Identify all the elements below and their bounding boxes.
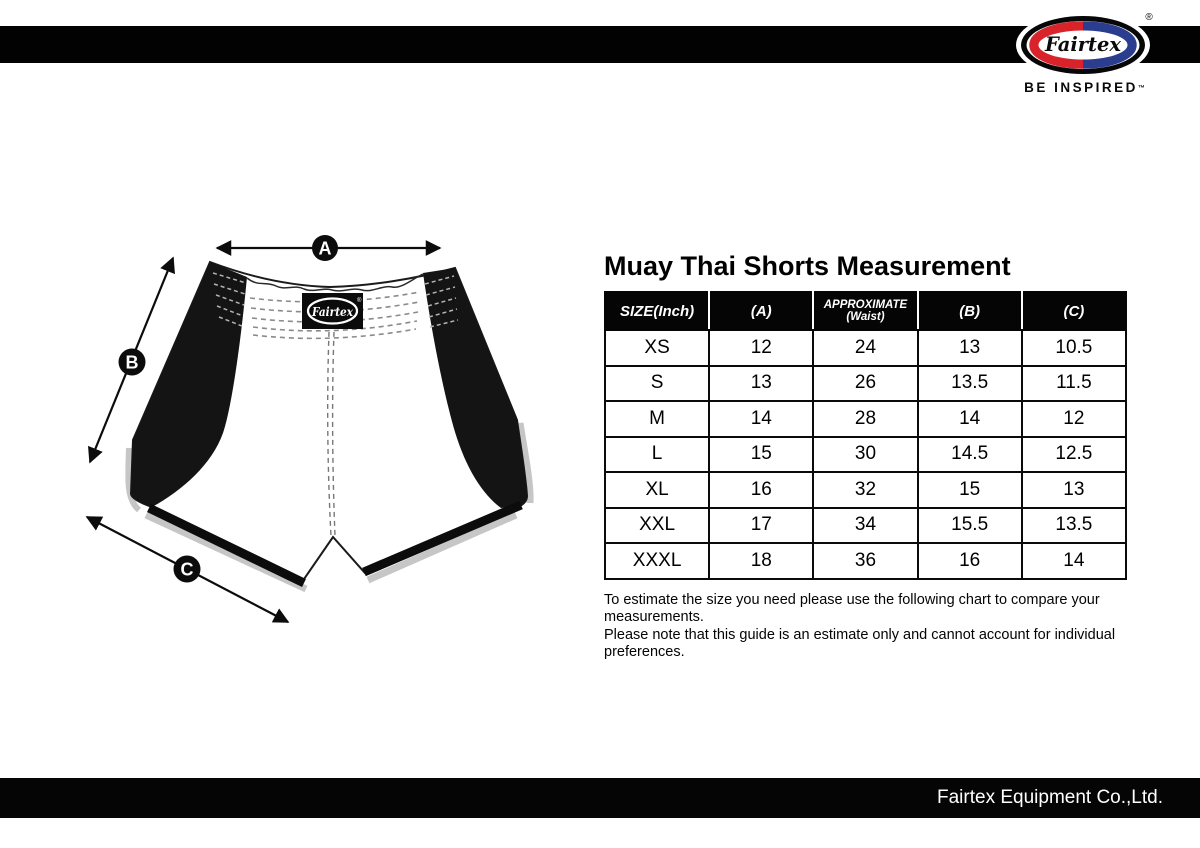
footer-company: Fairtex Equipment Co.,Ltd. <box>937 787 1163 808</box>
cell-b: 14 <box>918 401 1022 437</box>
col-header-size: SIZE(Inch) <box>605 292 709 330</box>
patch-registered-icon: ® <box>357 298 362 304</box>
cell-waist: 24 <box>813 330 917 366</box>
size-note <box>604 592 1129 662</box>
table-row <box>605 366 1126 402</box>
cell-a: 12 <box>709 330 813 366</box>
cell-a: 16 <box>709 472 813 508</box>
size-table <box>604 291 1127 580</box>
shorts-measurement-diagram <box>80 210 560 630</box>
cell-size: XS <box>605 330 709 366</box>
cell-a: 13 <box>709 366 813 402</box>
table-row <box>605 472 1126 508</box>
cell-b: 16 <box>918 543 1022 579</box>
col-header-waist-line1: APPROXIMATE <box>823 298 908 311</box>
cell-b: 13 <box>918 330 1022 366</box>
measurement-section <box>604 252 1129 662</box>
brand-tagline <box>1002 80 1167 95</box>
cell-c: 12.5 <box>1022 437 1126 473</box>
trademark-icon: ™ <box>1137 85 1145 92</box>
cell-a: 14 <box>709 401 813 437</box>
table-row <box>605 401 1126 437</box>
cell-c: 11.5 <box>1022 366 1126 402</box>
cell-size: XXL <box>605 508 709 544</box>
brand-tagline-text: BE INSPIRED <box>1024 80 1138 95</box>
cell-b: 15.5 <box>918 508 1022 544</box>
cell-waist: 34 <box>813 508 917 544</box>
waistband-patch <box>302 293 363 329</box>
patch-script-text: Fairtex <box>311 305 354 319</box>
cell-waist: 36 <box>813 543 917 579</box>
cell-size: L <box>605 437 709 473</box>
table-row <box>605 543 1126 579</box>
cell-c: 14 <box>1022 543 1126 579</box>
size-note-line2: Please note that this guide is an estimate only and cannot account for individual preferences. <box>604 626 1116 660</box>
logo-registered-icon: ® <box>1145 12 1153 23</box>
table-row <box>605 508 1126 544</box>
size-note-line1: To estimate the size you need please use the following chart to compare your measurements. <box>604 591 1100 625</box>
table-row <box>605 437 1126 473</box>
col-header-waist <box>813 292 917 330</box>
size-table-body <box>605 330 1126 579</box>
size-table-header <box>605 292 1126 330</box>
cell-b: 15 <box>918 472 1022 508</box>
label-a: A <box>318 238 332 259</box>
cell-c: 13.5 <box>1022 508 1126 544</box>
table-row <box>605 330 1126 366</box>
col-header-c: (C) <box>1022 292 1126 330</box>
cell-b: 14.5 <box>918 437 1022 473</box>
cell-size: XL <box>605 472 709 508</box>
cell-size: M <box>605 401 709 437</box>
cell-c: 10.5 <box>1022 330 1126 366</box>
cell-waist: 28 <box>813 401 917 437</box>
cell-a: 18 <box>709 543 813 579</box>
label-b: B <box>125 352 139 373</box>
cell-a: 17 <box>709 508 813 544</box>
logo-script-text: Fairtex <box>1044 32 1123 56</box>
cell-size: XXXL <box>605 543 709 579</box>
col-header-waist-line2: (Waist) <box>846 311 885 323</box>
shorts-diagram-svg <box>80 210 560 630</box>
cell-waist: 30 <box>813 437 917 473</box>
cell-waist: 32 <box>813 472 917 508</box>
footer-bar <box>0 778 1200 818</box>
cell-b: 13.5 <box>918 366 1022 402</box>
cell-c: 12 <box>1022 401 1126 437</box>
cell-size: S <box>605 366 709 402</box>
cell-waist: 26 <box>813 366 917 402</box>
cell-c: 13 <box>1022 472 1126 508</box>
label-c: C <box>180 559 194 580</box>
page-title: Muay Thai Shorts Measurement <box>604 251 1011 281</box>
col-header-b: (B) <box>918 292 1022 330</box>
col-header-a: (A) <box>709 292 813 330</box>
cell-a: 15 <box>709 437 813 473</box>
fairtex-logo <box>1002 3 1167 103</box>
